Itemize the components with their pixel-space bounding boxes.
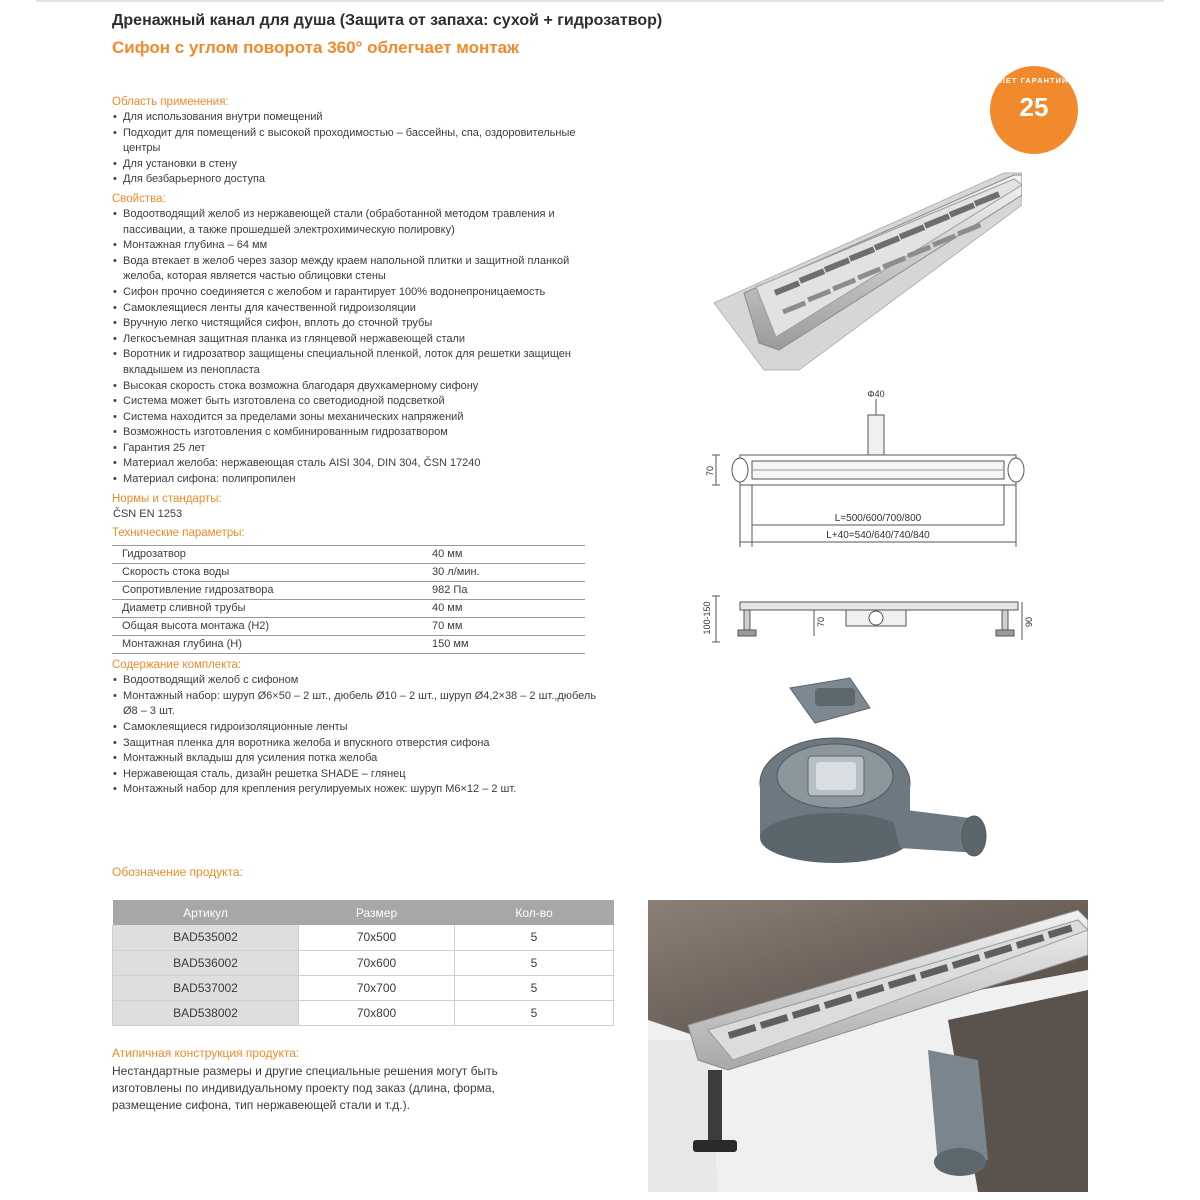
total-length-label: L+40=540/640/740/840 <box>826 530 930 541</box>
table-row <box>113 925 614 950</box>
article-cell: BAD535002 <box>113 925 299 950</box>
application-heading: Область применения: <box>112 96 229 108</box>
table-header-row <box>113 900 614 925</box>
atypical-heading: Атипичная конструкция продукта: <box>112 1046 300 1060</box>
atypical-text: Нестандартные размеры и другие специальные решения могут быть изготовлены по индивидуальному проекту под заказ (длина, форма, размещение сифона, тип нержавеющей стали и т.д.). <box>112 1064 498 1112</box>
param-value: 70 мм <box>422 618 585 636</box>
drain-channel-photo <box>704 165 1022 375</box>
spec-column <box>112 94 597 798</box>
param-name: Общая высота монтажа (H2) <box>112 618 422 636</box>
kit-heading: Содержание комплекта: <box>112 659 242 672</box>
article-cell: BAD538002 <box>113 1000 299 1025</box>
application-list <box>112 110 597 188</box>
technical-drawing-top <box>696 385 1036 550</box>
list-item: • Монтажный набор для крепления регулируемых ножек: шуруп М6×12 – 2 шт. <box>112 782 597 798</box>
size-cell: 70x700 <box>299 975 455 1000</box>
qty-cell: 5 <box>455 925 614 950</box>
qty-cell: 5 <box>455 950 614 975</box>
product-heading: Обозначение продукта: <box>112 865 243 879</box>
norms-heading: Нормы и стандарты: <box>112 492 222 505</box>
param-value: 40 мм <box>422 600 585 618</box>
param-name: Монтажная глубина (H) <box>112 636 422 654</box>
list-item: • Воротник и гидрозатвор защищены специальной пленкой, лоток для решетки защищен вкладышем из пенопласта <box>112 347 597 378</box>
table-row <box>113 1000 614 1025</box>
param-value: 982 Па <box>422 582 585 600</box>
list-item: • Легкосъемная защитная планка из глянцевой нержавеющей стали <box>112 332 597 348</box>
qty-cell: 5 <box>455 975 614 1000</box>
list-item: • Система находится за пределами зоны механических напряжений <box>112 410 597 426</box>
list-item: • Монтажный набор: шуруп Ø6×50 – 2 шт., дюбель Ø10 – 2 шт., шуруп Ø4,2×38 – 2 шт.,дюбель Ø8 – 3 шт. <box>112 689 597 720</box>
param-value: 150 мм <box>422 636 585 654</box>
size-cell: 70x800 <box>299 1000 455 1025</box>
inner-label: 70 <box>816 616 826 628</box>
qty-cell: 5 <box>455 1000 614 1025</box>
technical-drawing-side <box>696 592 1036 650</box>
list-item: • Защитная пленка для воротника желоба и впускного отверстия сифона <box>112 736 597 752</box>
product-table <box>112 900 614 1026</box>
warranty-badge <box>990 66 1078 154</box>
param-value: 30 л/мин. <box>422 564 585 582</box>
table-row <box>112 546 585 564</box>
list-item: • Нержавеющая сталь, дизайн решетка SHADE – глянец <box>112 767 597 783</box>
table-row <box>113 975 614 1000</box>
list-item: • Система может быть изготовлена со светодиодной подсветкой <box>112 394 597 410</box>
table-row <box>112 618 585 636</box>
table-row <box>113 950 614 975</box>
param-name: Диаметр сливной трубы <box>112 600 422 618</box>
page-subtitle: Сифон с углом поворота 360° облегчает монтаж <box>112 38 520 57</box>
badge-number: 25 <box>1019 92 1049 122</box>
top-divider <box>36 0 1164 2</box>
param-name: Сопротивление гидрозатвора <box>112 582 422 600</box>
list-item: • Самоклеящиеся ленты для качественной гидроизоляции <box>112 301 597 317</box>
list-item: • Водоотводящий желоб с сифоном <box>112 673 597 689</box>
installed-drain-photo <box>648 900 1088 1192</box>
list-item: • Самоклеящиеся гидроизоляционные ленты <box>112 720 597 736</box>
param-value: 40 мм <box>422 546 585 564</box>
properties-list <box>112 207 597 488</box>
list-item: • Высокая скорость стока возможна благодаря двухкамерному сифону <box>112 379 597 395</box>
norms-text: ČSN EN 1253 <box>113 507 183 520</box>
table-row <box>112 564 585 582</box>
param-name: Скорость стока воды <box>112 564 422 582</box>
pipe-label: Φ40 <box>867 389 885 399</box>
article-cell: BAD537002 <box>113 975 299 1000</box>
kit-list <box>112 673 597 798</box>
list-item: • Сифон прочно соединяется с желобом и гарантирует 100% водонепроницаемость <box>112 285 597 301</box>
list-item: • Монтажная глубина – 64 мм <box>112 238 597 254</box>
badge-caption: ЛЕТ ГАРАНТИИ <box>999 76 1069 85</box>
list-item: • Вручную легко чистящийся сифон, вплоть до сточной трубы <box>112 316 597 332</box>
size-cell: 70x500 <box>299 925 455 950</box>
list-item: • Гарантия 25 лет <box>112 441 597 457</box>
page-title: Дренажный канал для душа (Защита от запаха: сухой + гидрозатвор) <box>112 12 663 29</box>
list-item: • Возможность изготовления с комбинированным гидрозатвором <box>112 425 597 441</box>
range-label: 100-150 <box>702 601 712 635</box>
article-cell: BAD536002 <box>113 950 299 975</box>
column-header: Размер <box>299 900 455 925</box>
length-label: L=500/600/700/800 <box>834 513 922 524</box>
properties-heading: Свойства: <box>112 192 166 205</box>
tech-params-table <box>112 545 585 654</box>
column-header: Артикул <box>113 900 299 925</box>
list-item: • Для установки в стену <box>112 157 597 173</box>
pipe-outline <box>868 415 884 455</box>
right-label: 90 <box>1024 616 1034 628</box>
list-item: • Для использования внутри помещений <box>112 110 597 126</box>
list-item: • Для безбарьерного доступа <box>112 172 597 188</box>
list-item: • Материал желоба: нержавеющая сталь AISI 304, DIN 304, ČSN 17240 <box>112 456 597 472</box>
list-item: • Подходит для помещений с высокой проходимостью – бассейны, спа, оздоровительные центры <box>112 126 597 157</box>
table-row <box>112 600 585 618</box>
tech-heading: Технические параметры: <box>112 527 245 540</box>
column-header: Кол-во <box>455 900 614 925</box>
size-cell: 70x600 <box>299 950 455 975</box>
table-row <box>112 582 585 600</box>
table-row <box>112 636 585 654</box>
height-label: 70 <box>705 465 715 477</box>
param-name: Гидрозатвор <box>112 546 422 564</box>
list-item: • Материал сифона: полипропилен <box>112 472 597 488</box>
siphon-photo <box>740 668 1020 880</box>
list-item: • Монтажный вкладыш для усиления потка желоба <box>112 751 597 767</box>
list-item: • Вода втекает в желоб через зазор между краем напольной плитки и защитной планкой желоба, которая является частью облицовки стены <box>112 254 597 285</box>
list-item: • Водоотводящий желоб из нержавеющей стали (обработанной методом травления и пассивации, а также прошедшей электрохимическую полировку) <box>112 207 597 238</box>
